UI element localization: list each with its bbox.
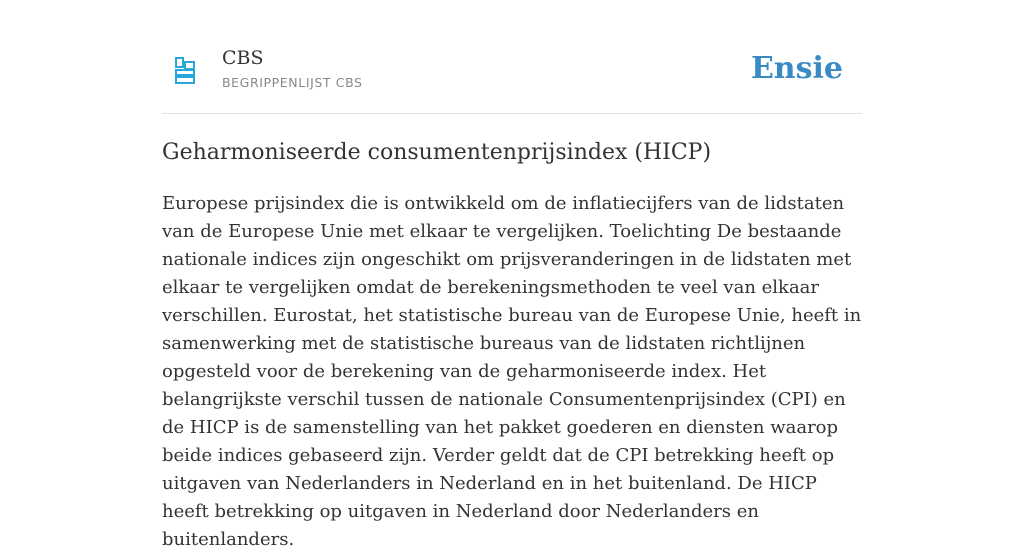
header	[162, 0, 862, 114]
org-name[interactable]: CBS	[222, 47, 264, 69]
org-subtitle[interactable]: BEGRIPPENLIJST CBS	[222, 75, 363, 90]
page-title: Geharmoniseerde consumentenprijsindex (HICP)	[162, 140, 712, 165]
definition-text: Europese prijsindex die is ontwikkeld om de inflatiecijfers van de lidstaten van de Europese Unie met elkaar te vergelijken. Toelichting De bestaande nationale indices zijn ongeschikt om prijsveranderingen in de lidstaten met elkaar te vergelijken omdat de berekeningsmethoden te veel van elkaar verschillen. Eurostat, het statistische bureau van de Europese Unie, heeft in samenwerking met de statistische bureaus van de lidstaten richtlijnen opgesteld voor de berekening van de geharmoniseerde index. Het belangrijkste verschil tussen de nationale Consumentenprijsindex (CPI) en de HICP is de samenstelling van het pakket goederen en diensten waarop beide indices gebaseerd zijn. Verder geldt dat de CPI betrekking heeft op uitgaven van Nederlanders in Nederland en in het buitenland. De HICP heeft betrekking op uitgaven in Nederland door Nederlanders en buitenlanders.	[162, 193, 862, 550]
cbs-logo-icon[interactable]	[174, 56, 198, 86]
brand-logo[interactable]: Ensie	[750, 51, 843, 86]
